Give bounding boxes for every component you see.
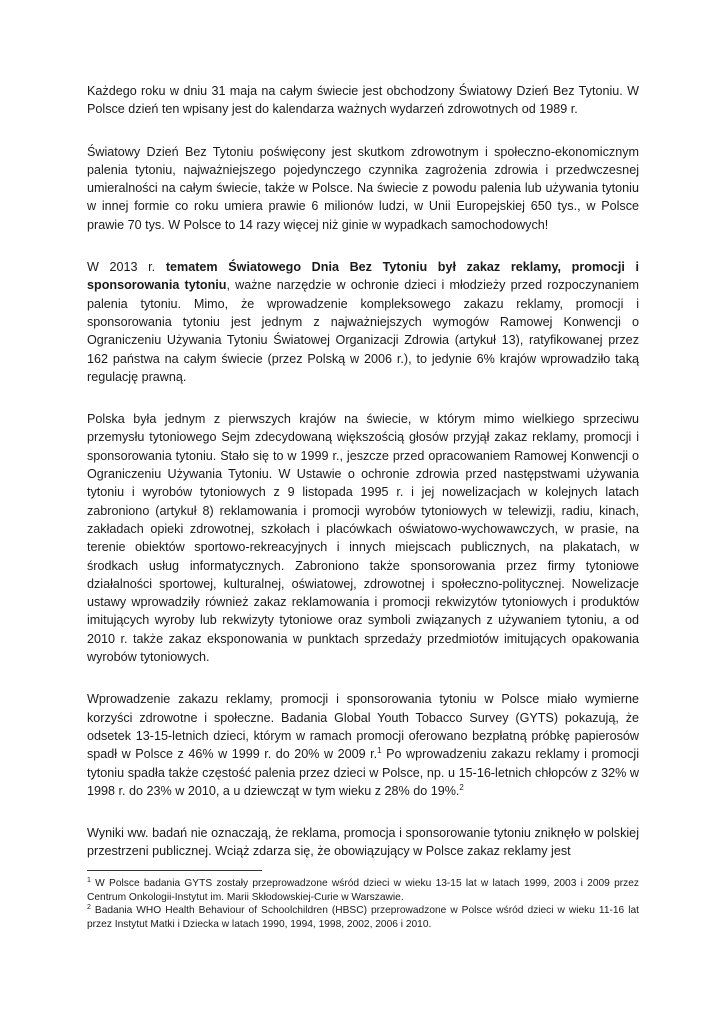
footnote-ref-2: 2 bbox=[459, 782, 464, 792]
paragraph-poland-law: Polska była jednym z pierwszych krajów na świecie, w którym mimo wielkiego sprzeciwu przemysłu tytoniowego Sejm zdecydowaną większością głosów przyjął zakaz reklamy, promocji i sponsorowania tytoniu. Stało się to w 1999 r., jeszcze przed opracowaniem Ramowej Konwencji o Ograniczeniu Używania Tytoniu. W Ustawie o ochronie zdrowia przed następstwami używania tytoniu i wyrobów tytoniowych z 9 listopada 1995 r. i jej nowelizacjach w kolejnych latach zabroniono (artykuł 8) reklamowania i promocji wyrobów tytoniowych w telewizji, radiu, kinach, zakładach opieki zdrowotnej, szkołach i placówkach oświatowo-wychowawczych, w prasie, na terenie obiektów sportowo-rekreacyjnych i innych miejscach publicznych, na plakatach, w środkach usług informatycznych. Zabroniono także sponsorowania przez firmy tytoniowe działalności sportowej, kulturalnej, oświatowej, zdrowotnej i społeczno-politycznej. Nowelizacje ustawy wprowadziły również zakaz reklamowania i promocji rekwizytów tytoniowych i produktów imitujących wyroby lub rekwizyty tytoniowe oraz symboli związanych z używaniem tytoniu, a od 2010 r. także zakaz eksponowania w punktach sprzedaży przedmiotów imitujących opakowania wyrobów tytoniowych. bbox=[87, 412, 639, 665]
paragraph-benefits-part2: Po wprowadzeniu zakazu reklamy i promocji tytoniu spadła także częstość palenia przez dzieci w Polsce, np. u 15-16-letnich chłopców z 32% w 1998 r. do 23% w 2010, a u dziewcząt w tym wieku z 28% do 19%. bbox=[87, 747, 639, 798]
paragraph-intro: Każdego roku w dniu 31 maja na całym świecie jest obchodzony Światowy Dzień Bez Tytoniu. W Polsce dzień ten wpisany jest do kalendarza ważnych wydarzeń zdrowotnych od 1989 r. bbox=[87, 84, 639, 117]
paragraph-2013-bold-theme: tematem Światowego Dnia Bez Tytoniu był zakaz reklamy, promocji i sponsorowania tytoniu bbox=[87, 260, 639, 293]
paragraph-2013-prefix: W 2013 r. bbox=[87, 260, 166, 275]
document-body bbox=[87, 82, 639, 885]
paragraph-2013-theme bbox=[87, 258, 639, 386]
paragraph-benefits bbox=[87, 690, 639, 800]
footnote-2 bbox=[87, 904, 639, 931]
paragraph-results: Wyniki ww. badań nie oznaczają, że reklama, promocja i sponsorowanie tytoniu zniknęło w polskiej przestrzeni publicznej. Wciąż zdarza się, że obowiązujący w Polsce zakaz reklamy jest bbox=[87, 826, 639, 859]
paragraph-2013-rest: , ważne narzędzie w ochronie dzieci i młodzieży przed rozpoczynaniem palenia tytoniu. Mimo, że wprowadzenie kompleksowego zakazu reklamy, promocji i sponsorowania tytoniu jest jednym z najważniejszych wymogów Ramowej Konwencji o Ograniczeniu Używania Tytoniu Światowej Organizacji Zdrowia (artykuł 13), ratyfikowanej przez 162 państwa na całym świecie (przez Polską w 2006 r.), to jedynie 6% krajów wprowadziło taką regulację prawną. bbox=[87, 278, 639, 384]
footnote-1-text: W Polsce badania GYTS zostały przeprowadzone wśród dzieci w wieku 13-15 lat w latach 1999, 2003 i 2009 przez Centrum Onkologii-Instytut im. Marii Skłodowskiej-Curie w Warszawie. bbox=[87, 878, 639, 903]
footnote-separator bbox=[87, 870, 262, 871]
footnote-2-mark: 2 bbox=[87, 904, 91, 912]
footnote-1-mark: 1 bbox=[87, 877, 91, 884]
footnote-1 bbox=[87, 877, 639, 904]
footnote-ref-1: 1 bbox=[377, 746, 382, 756]
paragraph-benefits-part1: Wprowadzenie zakazu reklamy, promocji i sponsorowania tytoniu w Polsce miało wymierne korzyści zdrowotne i społeczne. Badania Global Youth Tobacco Survey (GYTS) pokazują, że odsetek 13-15-letnich dzieci, którym w ramach promocji oferowano bezpłatną próbkę papierosów spadł w Polsce z 46% w 1999 r. do 20% w 2009 r. bbox=[87, 692, 639, 762]
paragraph-health-effects: Światowy Dzień Bez Tytoniu poświęcony jest skutkom zdrowotnym i społeczno-ekonomicznym palenia tytoniu, najważniejszego pojedynczego czynnika zagrożenia zdrowia i przedwczesnej umieralności na całym świecie, także w Polsce. Na świecie z powodu palenia lub używania tytoniu w innej formie co roku umiera prawie 6 milionów ludzi, w Unii Europejskiej 650 tys., w Polsce prawie 70 tys. W Polsce to 14 razy więcej niż ginie w wypadkach samochodowych! bbox=[87, 144, 639, 232]
footnotes bbox=[87, 877, 639, 931]
footnote-2-text: Badania WHO Health Behaviour of Schoolchildren (HBSC) przeprowadzone w Polsce wśród dzieci w wieku 11-16 lat przez Instytut Matki i Dziecka w latach 1990, 1994, 1998, 2002, 2006 i 2010. bbox=[87, 905, 639, 930]
